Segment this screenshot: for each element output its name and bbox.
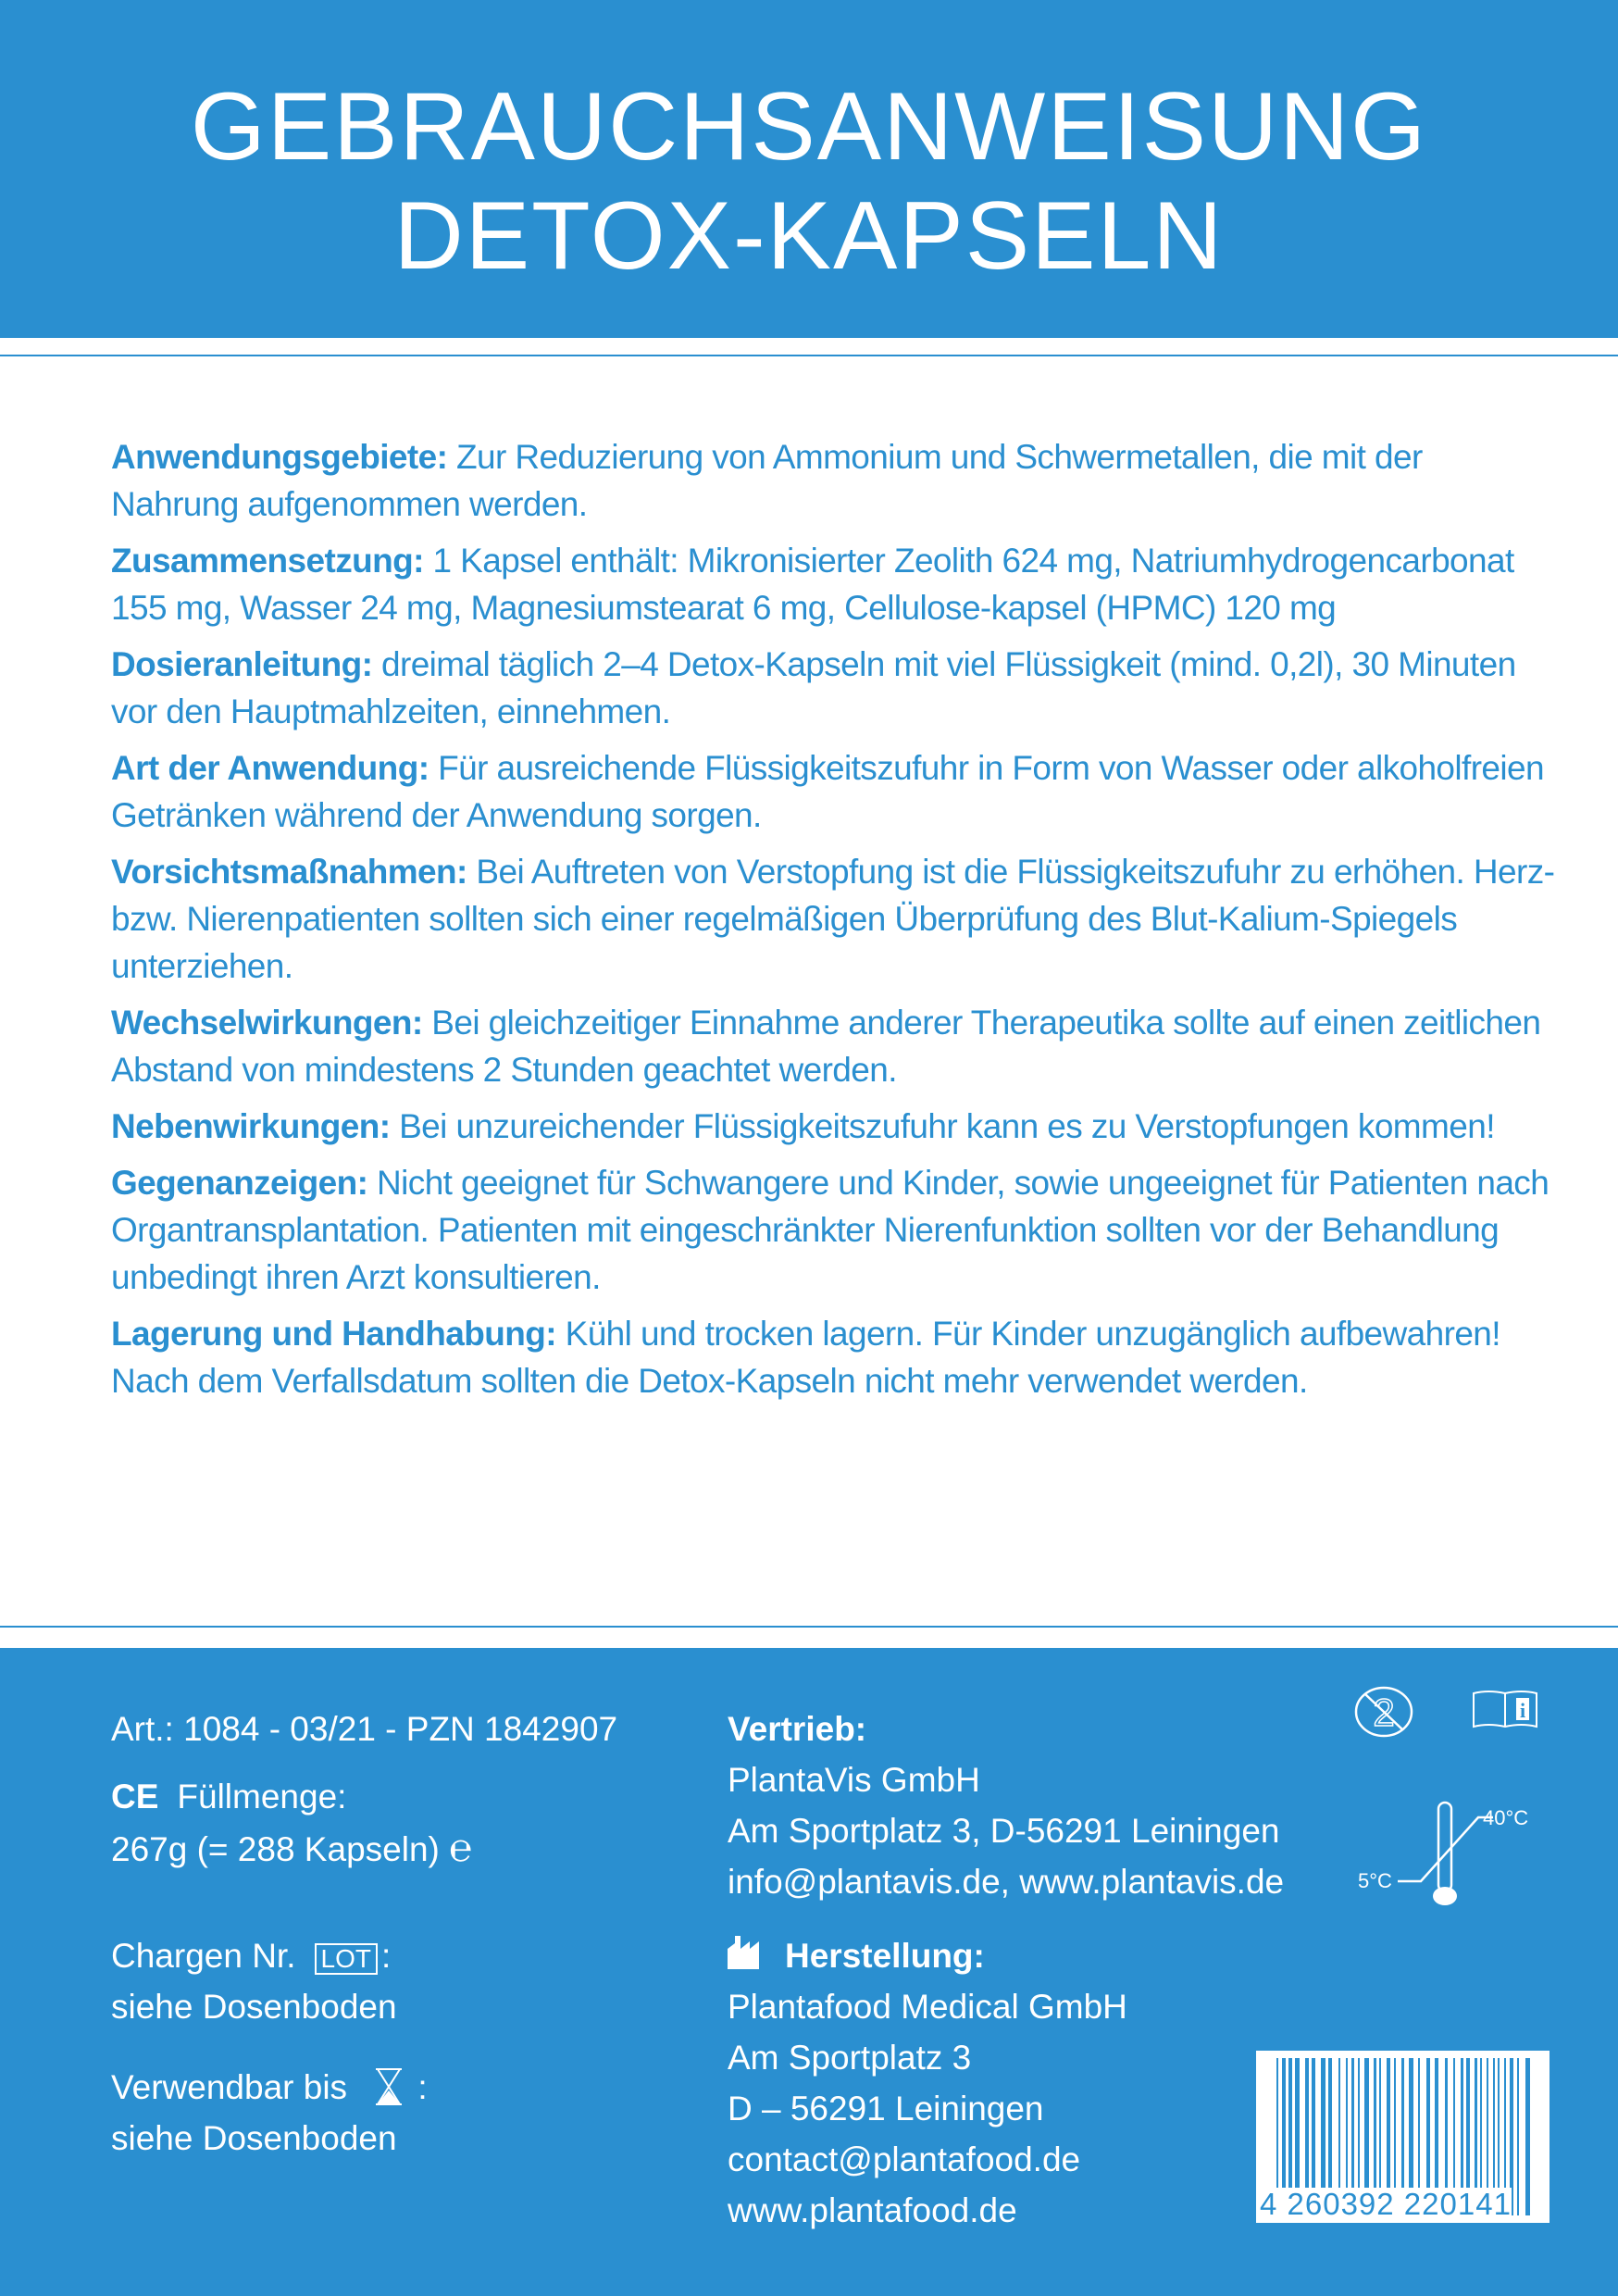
section-label: Zusammensetzung: bbox=[111, 542, 424, 580]
batch-row bbox=[111, 1930, 617, 1981]
section-label: Anwendungsgebiete: bbox=[111, 438, 448, 476]
section-gegenanzeigen bbox=[111, 1159, 1555, 1301]
batch-value: siehe Dosenboden bbox=[111, 1988, 397, 2026]
section-text: Für ausreichende Flüssigkeitszufuhr in Form von Wasser oder alkoholfreien Getränken während der Anwendung sorgen. bbox=[111, 749, 1544, 834]
section-vorsichtsmassnahmen bbox=[111, 848, 1555, 990]
fill-value-row bbox=[111, 1822, 617, 1875]
divider-top bbox=[0, 355, 1618, 356]
manufacturer-label: Herstellung: bbox=[785, 1937, 985, 1975]
lot-icon: LOT bbox=[315, 1943, 378, 1975]
expiry-value: siehe Dosenboden bbox=[111, 2119, 397, 2157]
temp-max-label: 40°C bbox=[1483, 1806, 1529, 1829]
distribution-line: Am Sportplatz 3, D-56291 Leiningen bbox=[728, 1812, 1280, 1850]
hourglass-icon bbox=[373, 2067, 404, 2106]
company-info bbox=[728, 1703, 1284, 2236]
distribution-label: Vertrieb: bbox=[728, 1710, 867, 1748]
section-text: Zur Reduzierung von Ammonium und Schwermetallen, die mit der Nahrung aufgenommen werden. bbox=[111, 438, 1423, 523]
article-number: Art.: 1084 - 03/21 - PZN 1842907 bbox=[111, 1710, 618, 1748]
do-not-reuse-icon bbox=[1353, 1685, 1414, 1739]
footer bbox=[0, 1648, 1618, 2296]
manufacturer-line: D – 56291 Leiningen bbox=[728, 2090, 1044, 2128]
product-info bbox=[111, 1703, 617, 2164]
manufacturer-line: www.plantafood.de bbox=[728, 2191, 1017, 2229]
svg-text:2: 2 bbox=[1373, 1691, 1395, 1734]
header-banner bbox=[0, 0, 1618, 338]
colon: : bbox=[380, 1937, 392, 1975]
title-line-2: DETOX-KAPSELN bbox=[393, 182, 1225, 290]
section-label: Nebenwirkungen: bbox=[111, 1107, 391, 1145]
manufacturer-line: contact@plantafood.de bbox=[728, 2140, 1081, 2178]
barcode-number: 4 260392 220141 bbox=[1260, 2187, 1512, 2221]
instructions bbox=[111, 433, 1555, 1414]
section-text: Bei unzureichender Flüssigkeitszufuhr kann es zu Verstopfungen kommen! bbox=[390, 1107, 1495, 1145]
manufacturer-line: Plantafood Medical GmbH bbox=[728, 1988, 1127, 2026]
section-text: Kühl und trocken lagern. Für Kinder unzugänglich aufbewahren! Nach dem Verfallsdatum sollten die Detox-Kapseln nicht mehr verwendet werden. bbox=[111, 1315, 1500, 1400]
ce-mark-icon: CE bbox=[111, 1778, 159, 1816]
section-text: Bei Auftreten von Verstopfung ist die Flüssigkeitszufuhr zu erhöhen. Herz- bzw. Nierenpatienten sollten sich einer regelmäßigen Überprüfung des Blut-Kalium-Spiegels unterziehen. bbox=[111, 853, 1555, 985]
section-nebenwirkungen bbox=[111, 1103, 1555, 1150]
section-label: Wechselwirkungen: bbox=[111, 1004, 423, 1042]
batch-label: Chargen Nr. bbox=[111, 1937, 296, 1975]
fill-label: Füllmenge: bbox=[177, 1778, 347, 1816]
section-zusammensetzung bbox=[111, 537, 1555, 631]
section-label: Lagerung und Handhabung: bbox=[111, 1315, 556, 1353]
section-label: Art der Anwendung: bbox=[111, 749, 429, 787]
section-text: Nicht geeignet für Schwangere und Kinder, sowie ungeeignet für Patienten nach Organtransplantation. Patienten mit eingeschränkter Nierenfunktion sollten vor der Behandlung unbedingt ihren Arzt konsultieren. bbox=[111, 1164, 1550, 1296]
section-label: Vorsichtsmaßnahmen: bbox=[111, 853, 467, 891]
barcode bbox=[1256, 2051, 1550, 2223]
barcode-bar bbox=[1525, 2058, 1530, 2215]
section-wechselwirkungen bbox=[111, 999, 1555, 1093]
section-dosieranleitung bbox=[111, 641, 1555, 735]
svg-text:i: i bbox=[1519, 1699, 1526, 1722]
section-text: Bei gleichzeitiger Einnahme anderer Therapeutika sollte auf einen zeitlichen Abstand von mindestens 2 Stunden geachtet werden. bbox=[111, 1004, 1541, 1089]
fill-value: 267g (= 288 Kapseln) bbox=[111, 1830, 440, 1868]
fill-row bbox=[111, 1771, 617, 1822]
expiry-row bbox=[111, 2062, 617, 2113]
title-line-1: GEBRAUCHSANWEISUNG bbox=[190, 73, 1428, 181]
consult-instructions-icon bbox=[1472, 1690, 1538, 1728]
section-text: 1 Kapsel enthält: Mikronisierter Zeolith 624 mg, Natriumhydrogencarbonat 155 mg, Wasser 24 mg, Magnesiumstearat 6 mg, Cellulose-kapsel (HPMC) 120 mg bbox=[111, 542, 1514, 627]
section-lagerung bbox=[111, 1310, 1555, 1404]
section-anwendungsgebiete bbox=[111, 433, 1555, 528]
section-label: Gegenanzeigen: bbox=[111, 1164, 368, 1202]
distribution-line: info@plantavis.de, www.plantavis.de bbox=[728, 1863, 1285, 1901]
expiry-label: Verwendbar bis bbox=[111, 2068, 348, 2106]
section-text: dreimal täglich 2–4 Detox-Kapseln mit viel Flüssigkeit (mind. 0,2l), 30 Minuten vor den Hauptmahlzeiten, einnehmen. bbox=[111, 645, 1516, 730]
colon: : bbox=[417, 2068, 428, 2106]
manufacturer-line: Am Sportplatz 3 bbox=[728, 2039, 972, 2077]
temp-min-label: 5°C bbox=[1358, 1869, 1392, 1892]
distribution-line: PlantaVis GmbH bbox=[728, 1761, 980, 1799]
factory-icon bbox=[728, 1936, 765, 1969]
section-art-der-anwendung bbox=[111, 744, 1555, 839]
barcode-bar bbox=[1517, 2058, 1519, 2215]
section-label: Dosieranleitung: bbox=[111, 645, 373, 683]
divider-bottom bbox=[0, 1626, 1618, 1628]
e-mark-icon: ℮ bbox=[449, 1826, 473, 1869]
